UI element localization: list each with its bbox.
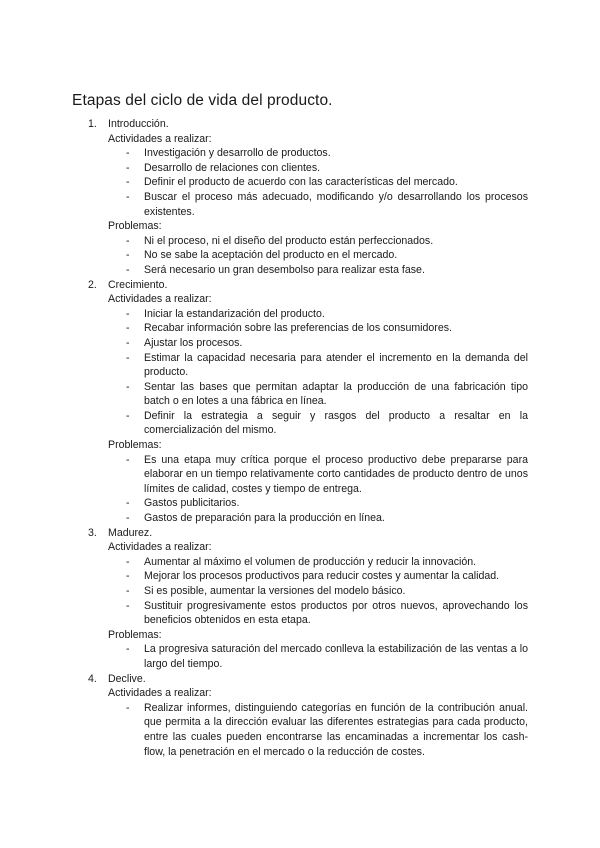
bullet-dash: - <box>126 263 130 276</box>
bullet-text: Investigación y desarrollo de productos. <box>144 147 331 160</box>
bullet-item <box>108 453 528 497</box>
bullet-dash: - <box>126 161 130 174</box>
bullet-text: Buscar el proceso más adecuado, modificando y/o desarrollando los procesos existentes. <box>144 190 528 218</box>
bullet-text: Realizar informes, distinguiendo categorías en función de la contribución anual. que permita a la dirección evaluar las diferentes estrategias para cada producto, entre las cuales pueden encontrarse las encaminadas a incrementar los cash-flow, la penetración en el mercado o la reducción de costes. <box>144 701 528 758</box>
bullet-item <box>108 496 528 511</box>
stage-number: 1. <box>88 118 97 130</box>
bullet-dash: - <box>126 599 130 612</box>
bullet-item <box>108 599 528 628</box>
bullet-dash: - <box>126 322 130 335</box>
bullet-dash: - <box>126 351 130 364</box>
bullet-item <box>108 511 528 526</box>
bullet-item <box>108 263 528 278</box>
bullet-item <box>108 175 528 190</box>
bullet-dash: - <box>126 336 130 349</box>
bullet-list <box>108 146 528 219</box>
bullet-dash: - <box>126 176 130 189</box>
section-label: Actividades a realizar: <box>108 132 212 145</box>
bullet-text: No se sabe la aceptación del producto en el mercado. <box>144 249 398 262</box>
bullet-dash: - <box>126 570 130 583</box>
stage-number: 4. <box>88 672 97 685</box>
bullet-dash: - <box>126 643 130 656</box>
stage-1 <box>72 117 528 278</box>
bullet-item <box>108 234 528 249</box>
bullet-text: Es una etapa muy crítica porque el proceso productivo debe prepararse para elaborar en un tiempo relativamente corto cantidades de producto dentro de unos límites de calidad, costes y tiempo de entrega. <box>144 453 528 495</box>
bullet-item <box>108 146 528 161</box>
section-label: Problemas: <box>108 439 162 452</box>
bullet-text: Sentar las bases que permitan adaptar la producción de una fabricación tipo batch o en lotes a una fábrica en línea. <box>144 380 528 408</box>
bullet-text: Aumentar al máximo el volumen de producción y reducir la innovación. <box>144 555 477 568</box>
bullet-dash: - <box>126 512 130 525</box>
bullet-text: Iniciar la estandarización del producto. <box>144 307 325 320</box>
bullet-list <box>108 642 528 671</box>
bullet-item <box>108 248 528 263</box>
bullet-dash: - <box>126 307 130 320</box>
bullet-list <box>108 453 528 526</box>
section-label: Actividades a realizar: <box>108 293 212 306</box>
bullet-item <box>108 701 528 759</box>
stage-number: 2. <box>88 278 97 291</box>
bullet-text: La progresiva saturación del mercado conlleva la estabilización de las ventas a lo largo del tiempo. <box>144 643 528 670</box>
bullet-text: Sustituir progresivamente estos productos por otros nuevos, aprovechando los beneficios obtenidos en esta etapa. <box>144 599 528 627</box>
bullet-text: Definir el producto de acuerdo con las características del mercado. <box>144 176 458 189</box>
stage-2 <box>72 278 528 526</box>
bullet-dash: - <box>126 147 130 160</box>
bullet-list <box>108 701 528 759</box>
bullet-dash: - <box>126 380 130 393</box>
bullet-item <box>108 307 528 322</box>
bullet-item <box>108 569 528 584</box>
bullet-text: Gastos de preparación para la producción en línea. <box>144 512 385 525</box>
bullet-item <box>108 336 528 351</box>
page-title: Etapas del ciclo de vida del producto. <box>72 92 333 109</box>
bullet-item <box>108 642 528 671</box>
bullet-text: Mejorar los procesos productivos para reducir costes y aumentar la calidad. <box>144 570 500 583</box>
bullet-dash: - <box>126 190 130 203</box>
section-label: Problemas: <box>108 628 162 641</box>
bullet-text: Definir la estrategia a seguir y rasgos del producto a resaltar en la comercialización del mismo. <box>144 409 528 437</box>
bullet-text: Si es posible, aumentar la versiones del modelo básico. <box>144 585 406 597</box>
section-label: Actividades a realizar: <box>108 687 212 700</box>
bullet-item <box>108 321 528 336</box>
bullet-dash: - <box>126 249 130 262</box>
stage-title: Crecimiento. <box>108 278 168 291</box>
stage-3 <box>72 526 528 672</box>
stage-number: 3. <box>88 526 97 539</box>
bullet-dash: - <box>126 234 130 247</box>
bullet-text: Ajustar los procesos. <box>144 336 243 349</box>
bullet-text: Desarrollo de relaciones con clientes. <box>144 161 321 174</box>
bullet-item <box>108 584 528 599</box>
stage-title: Declive. <box>108 672 146 685</box>
bullet-item <box>108 409 528 438</box>
bullet-item <box>108 351 528 380</box>
stages-list <box>72 117 528 759</box>
bullet-list <box>108 555 528 628</box>
bullet-dash: - <box>126 701 130 714</box>
bullet-item <box>108 380 528 409</box>
bullet-list <box>108 307 528 438</box>
section-label: Actividades a realizar: <box>108 541 212 554</box>
bullet-text: Gastos publicitarios. <box>144 497 240 510</box>
bullet-dash: - <box>126 453 130 466</box>
section-label: Problemas: <box>108 220 162 233</box>
bullet-item <box>108 190 528 219</box>
bullet-text: Ni el proceso, ni el diseño del producto están perfeccionados. <box>144 234 434 247</box>
bullet-dash: - <box>126 585 130 597</box>
stage-4 <box>72 672 528 760</box>
bullet-dash: - <box>126 497 130 510</box>
bullet-item <box>108 555 528 570</box>
bullet-dash: - <box>126 409 130 422</box>
stage-title: Madurez. <box>108 526 153 539</box>
bullet-text: Será necesario un gran desembolso para realizar esta fase. <box>144 263 425 276</box>
stage-title: Introducción. <box>108 118 169 130</box>
bullet-text: Estimar la capacidad necesaria para atender el incremento en la demanda del producto. <box>144 351 528 379</box>
bullet-text: Recabar información sobre las preferencias de los consumidores. <box>144 322 452 335</box>
bullet-item <box>108 161 528 176</box>
bullet-dash: - <box>126 555 130 568</box>
bullet-list <box>108 234 528 278</box>
